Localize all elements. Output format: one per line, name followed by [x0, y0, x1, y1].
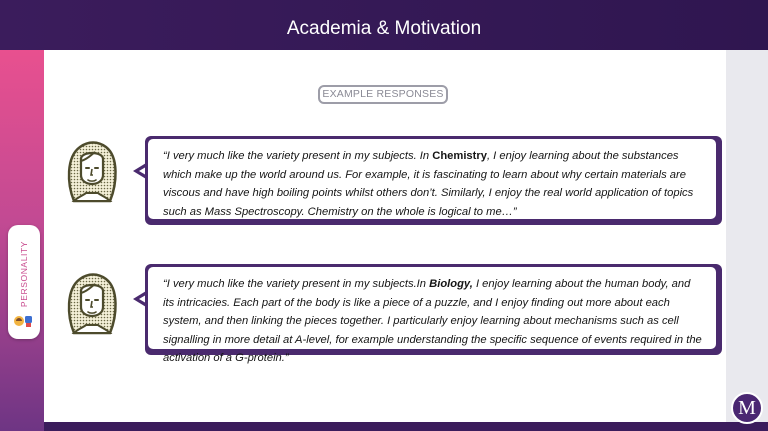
brand-logo-icon[interactable]	[731, 392, 763, 424]
response-text: “I very much like the variety present in my subjects.In Biology, I enjoy learning about the human body, and its intricacies. Each part of the body is like a piece of a puzzle, and I enjoy finding out more about each system, and then linking the pieces together. I particularly enjoy learning about mechanisms such as cell signalling in more detail at A-level, for example understanding the specific sequence of events required in the activation of a G-protein.”	[148, 267, 716, 349]
sidebar	[0, 50, 44, 431]
student-avatar-icon	[64, 139, 120, 209]
content-area	[44, 50, 726, 423]
student-avatar-icon	[64, 271, 120, 341]
response-bubble-chemistry	[145, 136, 722, 225]
page-title: Academia & Motivation	[286, 18, 482, 39]
footer-bar	[44, 422, 768, 431]
section-label: EXAMPLE RESPONSES	[318, 85, 448, 104]
right-margin	[726, 50, 768, 431]
people-icon	[13, 313, 35, 329]
personality-tab-label: PERSONALITY	[19, 240, 29, 308]
response-bubble-biology	[145, 264, 722, 364]
personality-tab[interactable]	[8, 225, 40, 339]
page-header	[0, 0, 768, 57]
brand-logo-letter: M	[738, 397, 756, 419]
response-text: “I very much like the variety present in my subjects. In Chemistry, I enjoy learning about the substances which make up the world around us. For example, it is fascinating to learn about why certain materials are viscous and have high boiling points whilst others don’t. Similarly, I enjoy the real world application of topics such as Mass Spectroscopy. Chemistry on the whole is logical to me…”	[148, 139, 716, 219]
